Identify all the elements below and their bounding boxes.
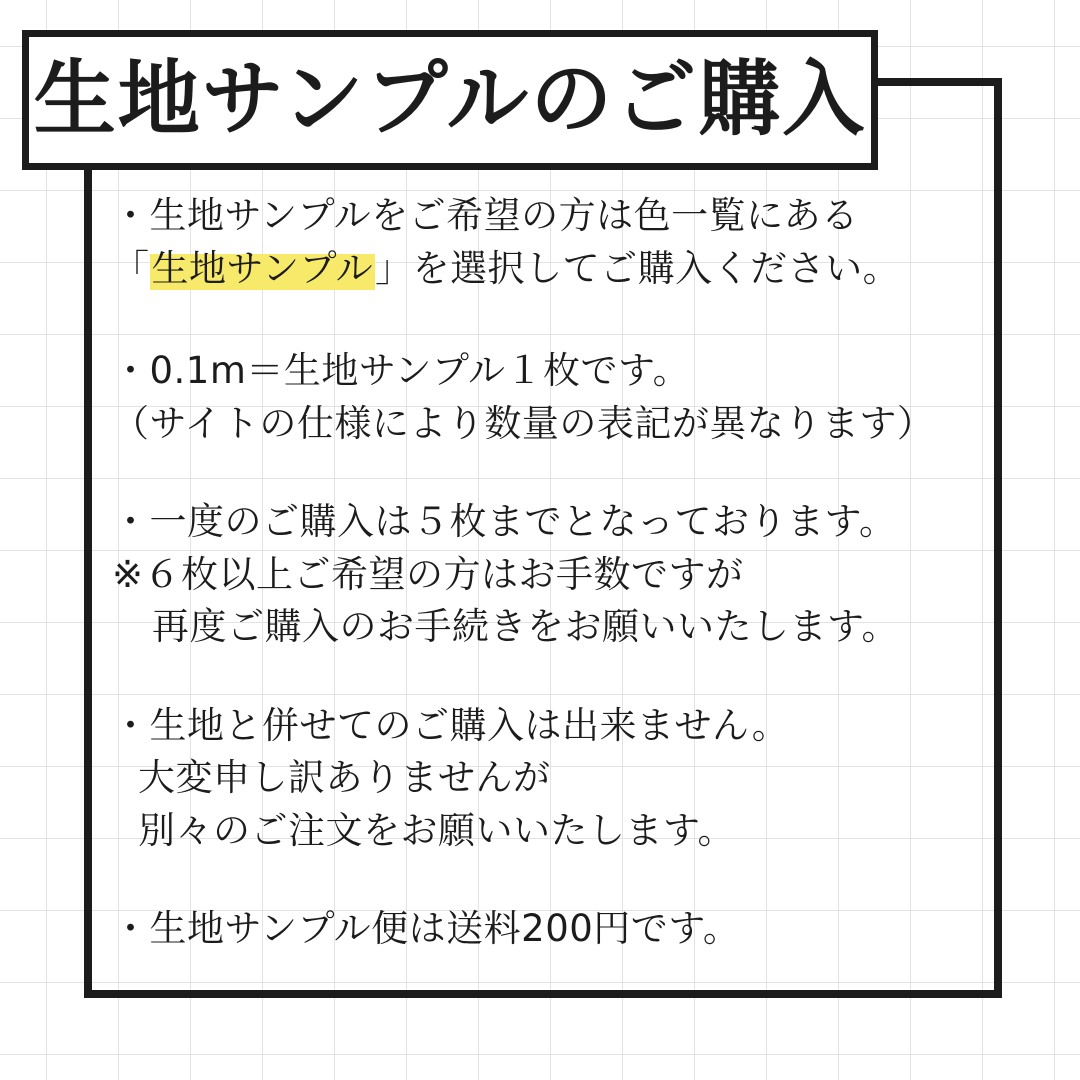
page-title: 生地サンプルのご購入 [33, 52, 867, 147]
note-line: 再度ご購入のお手続きをお願いいたします。 [152, 605, 900, 649]
note-line: ・生地と併せてのご購入は出来ません。 [112, 703, 790, 747]
notes-list [112, 190, 992, 956]
note-shipping-fee [112, 903, 992, 956]
note-sample-select [112, 190, 992, 295]
title-banner [22, 30, 878, 170]
note-line: 大変申し訳ありませんが [138, 756, 551, 800]
spacer [112, 654, 992, 700]
note-line-highlighted: 「生地サンプル」を選択してご購入ください。 [112, 246, 901, 290]
spacer [112, 857, 992, 903]
note-line: ・0.1m＝生地サンプル１枚です。 [112, 349, 691, 393]
note-line: 別々のご注文をお願いいたします。 [138, 808, 736, 852]
note-quantity-unit [112, 345, 992, 450]
note-max-five [112, 496, 992, 654]
note-line: （サイトの仕様により数量の表記が異なります） [112, 401, 935, 445]
spacer [112, 450, 992, 496]
note-separate-order [112, 700, 992, 858]
spacer [112, 295, 992, 345]
highlighted-term: 生地サンプル [151, 246, 374, 290]
note-line: ※６枚以上ご希望の方はお手数ですが [112, 552, 744, 596]
note-line: ・生地サンプル便は送料200円です。 [112, 907, 741, 951]
note-line: ・生地サンプルをご希望の方は色一覧にある [112, 194, 859, 237]
note-line: ・一度のご購入は５枚までとなっております。 [112, 500, 897, 544]
